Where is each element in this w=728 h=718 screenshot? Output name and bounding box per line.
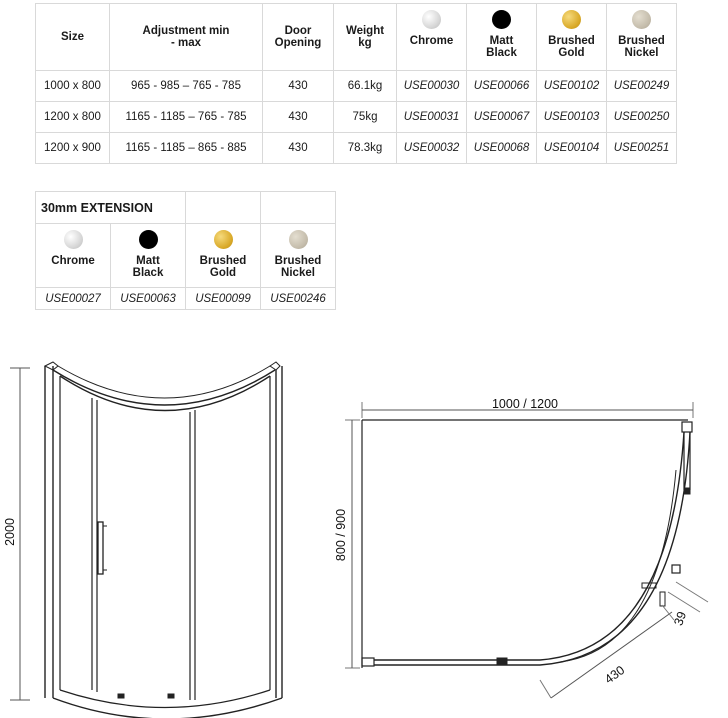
size-cell: 1200 x 900 xyxy=(36,133,110,164)
product-code: USE00031 xyxy=(397,102,467,133)
finish-label: Chrome xyxy=(51,255,95,267)
adjustment-header-label: Adjustment min - max xyxy=(142,25,230,49)
weight-cell: 66.1kg xyxy=(334,71,397,102)
product-code: USE00032 xyxy=(397,133,467,164)
door-opening-dimension-label: 430 xyxy=(602,662,628,687)
adjustment-cell: 1165 - 1185 – 765 - 785 xyxy=(110,102,263,133)
plan-view-drawing xyxy=(345,402,708,698)
finish-label: Matt Black xyxy=(486,35,517,59)
door-cell: 430 xyxy=(263,133,334,164)
size-cell: 1000 x 800 xyxy=(36,71,110,102)
finish-label: Matt Black xyxy=(132,255,164,279)
product-code: USE00250 xyxy=(607,102,677,133)
product-code: USE00249 xyxy=(607,71,677,102)
product-code: USE00099 xyxy=(186,288,261,310)
product-code: USE00102 xyxy=(537,71,607,102)
product-code: USE00066 xyxy=(467,71,537,102)
adjustment-cell: 1165 - 1185 – 865 - 885 xyxy=(110,133,263,164)
product-code: USE00067 xyxy=(467,102,537,133)
door-cell: 430 xyxy=(263,71,334,102)
weight-cell: 75kg xyxy=(334,102,397,133)
size-cell: 1200 x 800 xyxy=(36,102,110,133)
door-opening-header-label: Door Opening xyxy=(274,25,322,49)
finish-label: Brushed Nickel xyxy=(618,35,665,59)
product-code: USE00068 xyxy=(467,133,537,164)
finish-label: Brushed Nickel xyxy=(274,255,322,279)
product-code: USE00063 xyxy=(111,288,186,310)
weight-header-label: Weight kg xyxy=(345,25,385,49)
door-cell: 430 xyxy=(263,102,334,133)
product-code: USE00104 xyxy=(537,133,607,164)
product-code: USE00103 xyxy=(537,102,607,133)
finish-label: Brushed Gold xyxy=(548,35,595,59)
weight-cell: 78.3kg xyxy=(334,133,397,164)
product-code: USE00251 xyxy=(607,133,677,164)
finish-label: Chrome xyxy=(409,35,454,47)
front-elevation-drawing xyxy=(10,362,282,718)
adjustment-cell: 965 - 985 – 765 - 785 xyxy=(110,71,263,102)
finish-label: Brushed Gold xyxy=(199,255,247,279)
height-dimension-label: 2000 xyxy=(3,518,17,546)
extension-title: 30mm EXTENSION xyxy=(36,192,186,224)
product-code: USE00030 xyxy=(397,71,467,102)
size-header: Size xyxy=(36,4,110,71)
offset-dimension-label: 39 xyxy=(671,609,690,628)
width-dimension-label: 1000 / 1200 xyxy=(491,397,559,411)
product-code: USE00027 xyxy=(36,288,111,310)
depth-dimension-label: 800 / 900 xyxy=(334,508,348,562)
product-code: USE00246 xyxy=(261,288,336,310)
